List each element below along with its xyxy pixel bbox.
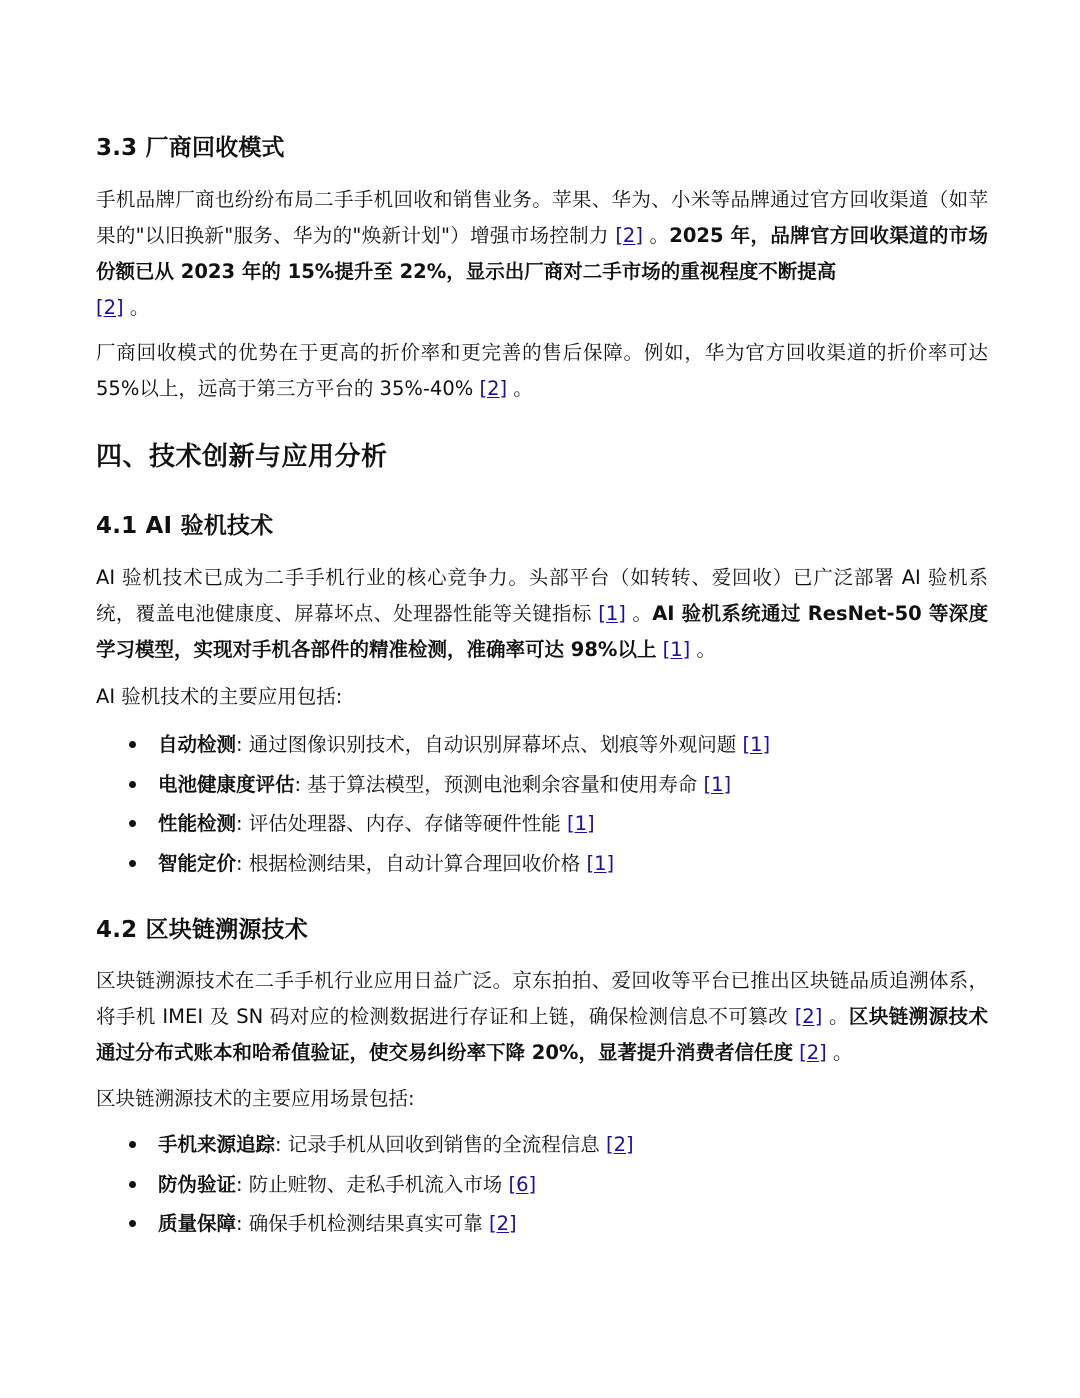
section-heading-3-3: 3.3 厂商回收模式 xyxy=(96,135,285,161)
bullet-icon xyxy=(129,820,136,827)
citation-link[interactable]: [2] xyxy=(96,296,124,319)
paragraph-3-3-1 xyxy=(96,182,988,326)
bold-text: 区块链溯源技术通过分布式账本和哈希值验证，使交易纠纷率下降 20%，显著提升消费者信任度 xyxy=(96,1005,988,1064)
list-item-term: 手机来源追踪 xyxy=(158,1133,276,1156)
list-item xyxy=(96,1125,988,1165)
list-item-desc: : 防止赃物、走私手机流入市场 xyxy=(236,1172,509,1196)
bullet-icon xyxy=(129,860,136,867)
list-item-desc: : 通过图像识别技术，自动识别屏幕坏点、划痕等外观问题 xyxy=(236,733,743,756)
citation-link[interactable]: [2] xyxy=(794,1005,823,1028)
paragraph-3-3-2 xyxy=(96,335,988,407)
text: AI 验机技术已成为二手手机行业的核心竞争力。头部平台（如转转、爱回收）已广泛部署 AI 验机系统，覆盖电池健康度、屏幕坏点、处理器性能等关键指标 xyxy=(96,566,988,625)
list-item-desc: : 根据检测结果，自动计算合理回收价格 xyxy=(236,851,587,875)
bullet-icon xyxy=(129,1181,136,1188)
list-item xyxy=(96,1165,988,1205)
citation-link[interactable]: [1] xyxy=(662,638,691,661)
citation-link[interactable]: [1] xyxy=(742,733,771,756)
text: 手机品牌厂商也纷纷布局二手手机回收和销售业务。苹果、华为、小米等品牌通过官方回收渠道（如苹果的"以旧换新"服务、华为的"焕新计划"）增强市场控制力 xyxy=(96,188,988,247)
text: 。 xyxy=(507,377,533,400)
list-item-term: 质量保障 xyxy=(158,1212,237,1235)
bullet-icon xyxy=(129,781,136,788)
citation-link[interactable]: [6] xyxy=(508,1172,537,1196)
bullet-icon xyxy=(129,1220,136,1227)
list-item-term: 性能检测 xyxy=(158,812,237,835)
list-item xyxy=(96,804,988,844)
chapter-heading-4: 四、技术创新与应用分析 xyxy=(96,442,388,472)
citation-link[interactable]: [1] xyxy=(566,812,595,835)
list-item-term: 防伪验证 xyxy=(158,1172,237,1196)
list-item-desc: : 基于算法模型，预测电池剩余容量和使用寿命 xyxy=(294,772,704,796)
citation-link[interactable]: [2] xyxy=(479,377,508,400)
list-item xyxy=(96,765,988,805)
paragraph-4-1-intro: AI 验机技术的主要应用包括: xyxy=(96,685,343,708)
list-item xyxy=(96,844,988,884)
citation-link[interactable]: [2] xyxy=(799,1041,827,1064)
paragraph-4-2-intro: 区块链溯源技术的主要应用场景包括: xyxy=(96,1087,415,1110)
paragraph-4-1-1 xyxy=(96,560,988,668)
list-item-desc: : 评估处理器、内存、存储等硬件性能 xyxy=(236,812,567,835)
citation-link[interactable]: [1] xyxy=(586,851,615,875)
list-item-term: 自动检测 xyxy=(158,733,237,756)
citation-link[interactable]: [1] xyxy=(598,602,626,625)
text: 。 xyxy=(822,1005,849,1028)
list-item xyxy=(96,1204,988,1244)
text: 。 xyxy=(625,602,653,625)
paragraph-4-2-1 xyxy=(96,963,988,1071)
text: 。 xyxy=(690,638,716,661)
text: 。 xyxy=(826,1041,853,1064)
bold-text: 2025 年，品牌官方回收渠道的市场份额已从 2023 年的 15%提升至 22%，显示出厂商对二手市场的重视程度不断提高 xyxy=(96,224,989,283)
ai-application-list xyxy=(96,725,988,883)
citation-link[interactable]: [2] xyxy=(615,224,643,247)
blockchain-application-list xyxy=(96,1125,988,1244)
bullet-icon xyxy=(129,1141,136,1148)
list-item xyxy=(96,725,988,765)
text: 。 xyxy=(123,296,150,319)
list-item-term: 电池健康度评估 xyxy=(158,772,295,796)
section-heading-4-2: 4.2 区块链溯源技术 xyxy=(96,917,308,943)
list-item-desc: : 确保手机检测结果真实可靠 xyxy=(236,1212,489,1235)
text: 区块链溯源技术在二手手机行业应用日益广泛。京东拍拍、爱回收等平台已推出区块链品质追溯体系，将手机 IMEI 及 SN 码对应的检测数据进行存证和上链，确保检测信息不可篡改 xyxy=(96,969,988,1028)
citation-link[interactable]: [2] xyxy=(605,1133,634,1156)
citation-link[interactable]: [2] xyxy=(488,1212,517,1235)
text: 厂商回收模式的优势在于更高的折价率和更完善的售后保障。例如，华为官方回收渠道的折价率可达 55%以上，远高于第三方平台的 35%-40% xyxy=(96,341,988,400)
text: 。 xyxy=(642,224,670,247)
bold-text: AI 验机系统通过 ResNet-50 等深度学习模型，实现对手机各部件的精准检测，准确率可达 98%以上 xyxy=(96,602,988,661)
section-heading-4-1: 4.1 AI 验机技术 xyxy=(96,513,274,539)
list-item-desc: : 记录手机从回收到销售的全流程信息 xyxy=(275,1133,606,1156)
list-item-term: 智能定价 xyxy=(158,851,237,875)
bullet-icon xyxy=(129,741,136,748)
citation-link[interactable]: [1] xyxy=(703,772,732,796)
